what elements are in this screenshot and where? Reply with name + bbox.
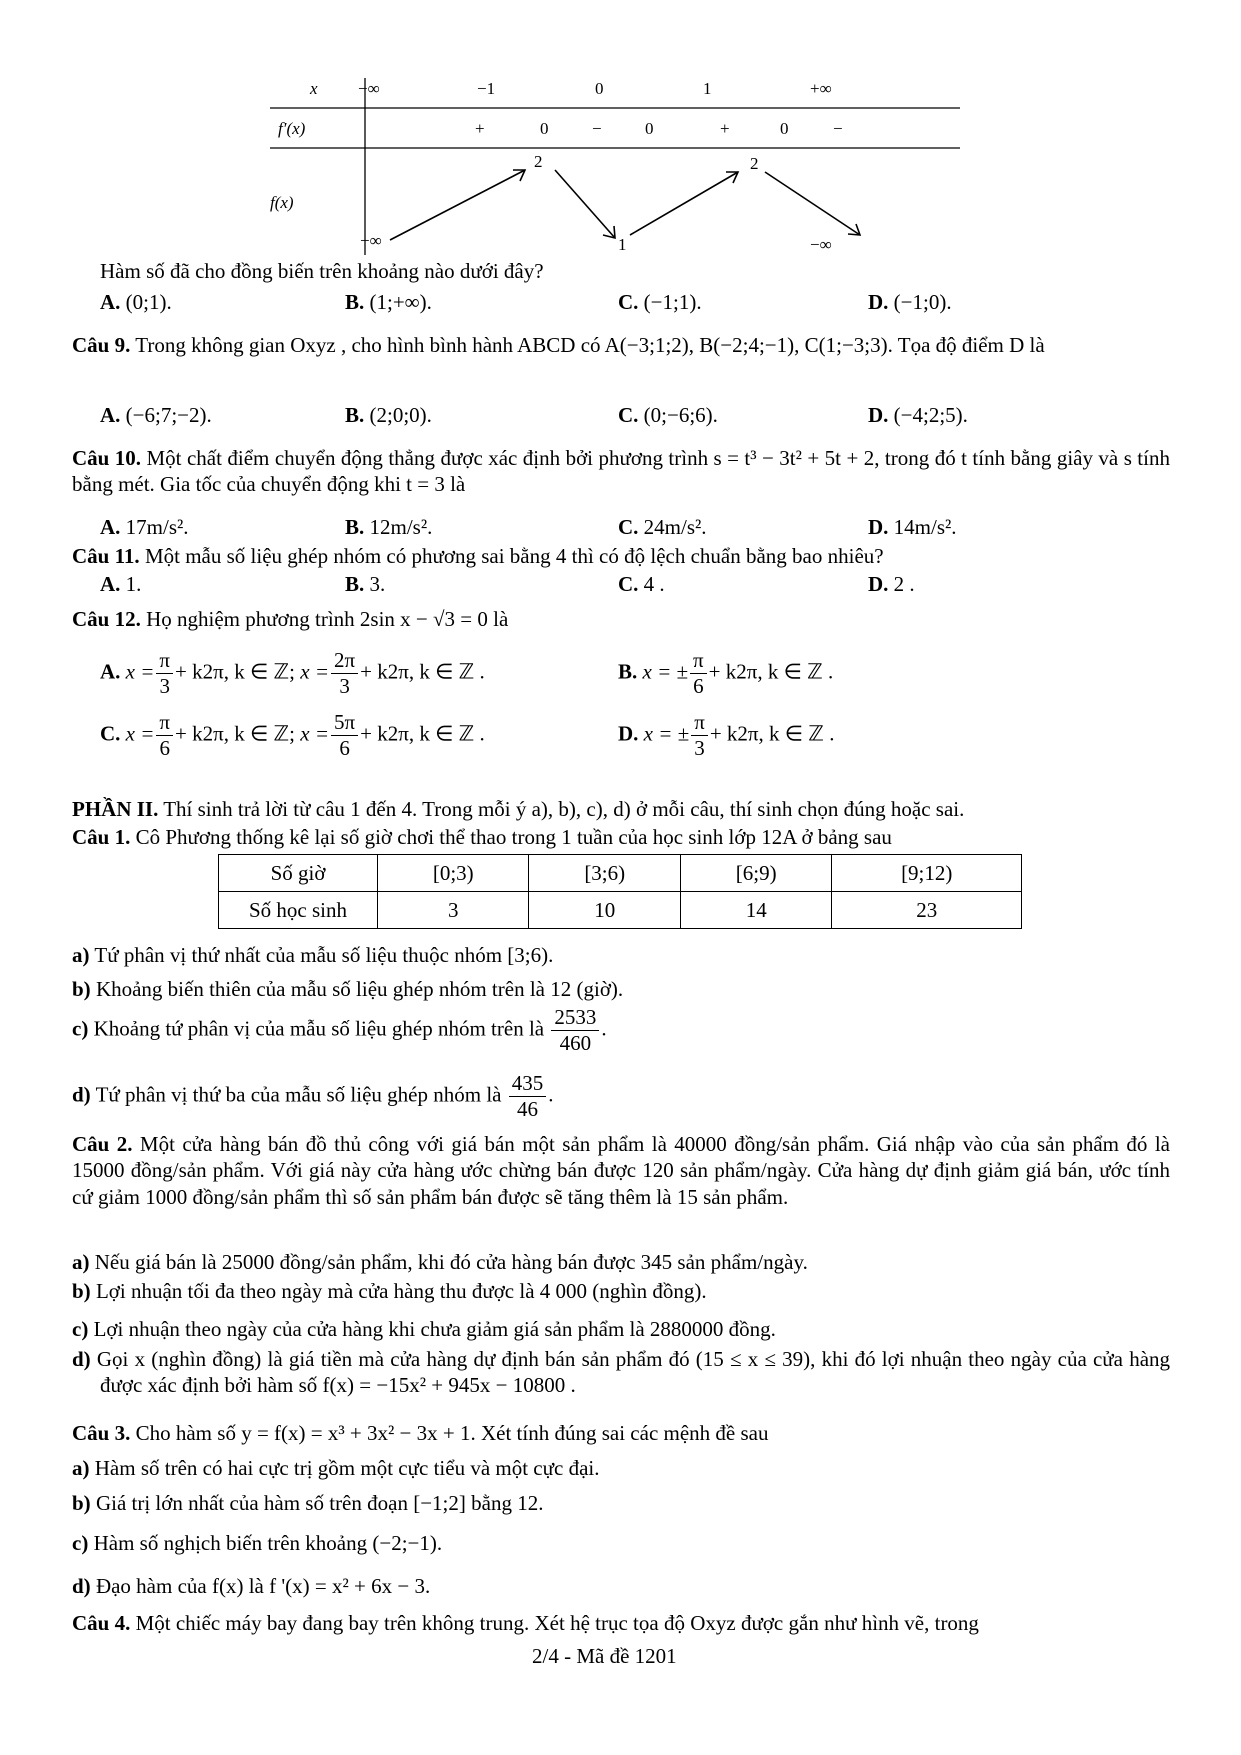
p2q3-statement-d: d) Đạo hàm của f(x) là f '(x) = x² + 6x − 3. (72, 1574, 431, 1598)
table-cell: 23 (832, 892, 1022, 929)
q8-option-b: B. (1;+∞). (345, 290, 432, 314)
p2q1-question: Câu 1. Cô Phương thống kê lại số giờ chơi thể thao trong 1 tuần của học sinh lớp 12A ở bảng sau (72, 825, 892, 849)
q8-prompt: Hàm số đã cho đồng biến trên khoảng nào dưới đây? (100, 259, 544, 283)
q10-option-d: D. 14m/s². (868, 515, 957, 539)
p2q2-statement-b: b) Lợi nhuận tối đa theo ngày mà cửa hàng thu được là 4 000 (nghìn đồng). (72, 1279, 707, 1303)
vt-f-value: 2 (750, 154, 759, 173)
vt-x-label: x (310, 79, 318, 98)
page-footer: 2/4 - Mã đề 1201 (532, 1644, 677, 1668)
vt-x-value: 0 (595, 79, 604, 98)
p2q3-statement-a: a) Hàm số trên có hai cực trị gồm một cực tiểu và một cực đại. (72, 1456, 600, 1480)
p2q1-statement-b: b) Khoảng biến thiên của mẫu số liệu ghép nhóm trên là 12 (giờ). (72, 977, 624, 1001)
table-cell: 3 (378, 892, 529, 929)
vt-f-label: f(x) (270, 193, 294, 212)
vt-fprime-sign: − (592, 119, 602, 138)
vt-x-value: −1 (477, 79, 496, 98)
q10-option-c: C. 24m/s². (618, 515, 707, 539)
p2q1-statement-a: a) Tứ phân vị thứ nhất của mẫu số liệu thuộc nhóm [3;6). (72, 943, 554, 967)
vt-x-value: 1 (703, 79, 712, 98)
vt-x-value: +∞ (810, 79, 832, 98)
table-cell: Số giờ (219, 855, 378, 892)
q12-option-b: B. x = ± $\frac{\pi}{6}$ + k2π, k ∈ ℤ . (618, 648, 834, 699)
p2q2-statement-a: a) Nếu giá bán là 25000 đồng/sản phẩm, khi đó cửa hàng bán được 345 sản phẩm/ngày. (72, 1250, 808, 1274)
vt-arrow-up (390, 170, 525, 240)
p2q1-statement-c: c) Khoảng tứ phân vị của mẫu số liệu ghép nhóm trên là $\frac{2533}{460}$ . (72, 1005, 607, 1056)
table-cell: [9;12) (832, 855, 1022, 892)
q11-option-c: C. 4 . (618, 572, 665, 596)
p2q3-statement-c: c) Hàm số nghịch biến trên khoảng (−2;−1). (72, 1531, 443, 1555)
q8-option-d: D. (−1;0). (868, 290, 952, 314)
table-cell: Số học sinh (219, 892, 378, 929)
vt-arrow-up (630, 172, 738, 235)
vt-f-value: 1 (618, 235, 627, 254)
table-cell: [0;3) (378, 855, 529, 892)
q12-option-a: A. x = $\frac{\pi}{3}$ + k2π, k ∈ ℤ; x = $\frac{2\pi}{3}$ + k2π, k ∈ ℤ . (100, 648, 485, 699)
table-cell: [3;6) (529, 855, 680, 892)
p2q3-statement-b: b) Giá trị lớn nhất của hàm số trên đoạn [−1;2] bằng 12. (72, 1491, 544, 1515)
p2q2-statement-c: c) Lợi nhuận theo ngày của cửa hàng khi chưa giảm giá sản phẩm là 2880000 đồng. (72, 1317, 776, 1341)
p2q4-question: Câu 4. Một chiếc máy bay đang bay trên không trung. Xét hệ trục tọa độ Oxyz được gắn như hình vẽ, trong (72, 1611, 979, 1635)
variation-table (270, 70, 960, 255)
vt-fprime-sign: + (720, 119, 730, 138)
q12-option-c: C. x = $\frac{\pi}{6}$ + k2π, k ∈ ℤ; x = $\frac{5\pi}{6}$ + k2π, k ∈ ℤ . (100, 710, 485, 761)
vt-f-value: −∞ (360, 231, 382, 250)
q9-option-d: D. (−4;2;5). (868, 403, 968, 427)
p2q2-statement-d: d) Gọi x (nghìn đồng) là giá tiền mà cửa hàng dự định bán sản phẩm đó (15 ≤ x ≤ 39), khi đó lợi nhuận theo ngày của cửa hàng được xác định bởi hàm số f(x) = −15x² + 945x − 10800 . (72, 1347, 1171, 1398)
q11-question: Câu 11. Một mẫu số liệu ghép nhóm có phương sai bằng 4 thì có độ lệch chuẩn bằng bao nhiêu? (72, 544, 884, 568)
part2-heading: PHẦN II. Thí sinh trả lời từ câu 1 đến 4. Trong mỗi ý a), b), c), d) ở mỗi câu, thí sinh chọn đúng hoặc sai. (72, 797, 965, 821)
vt-fprime-sign: 0 (645, 119, 654, 138)
vt-arrow-down (555, 170, 615, 238)
q9-option-a: A. (−6;7;−2). (100, 403, 212, 427)
q11-option-d: D. 2 . (868, 572, 915, 596)
q12-option-d: D. x = ± $\frac{\pi}{3}$ + k2π, k ∈ ℤ . (618, 710, 835, 761)
p2q1-statement-d: d) Tứ phân vị thứ ba của mẫu số liệu ghép nhóm là $\frac{435}{46}$ . (72, 1071, 554, 1122)
q12-question: Câu 12. Họ nghiệm phương trình 2sin x − √3 = 0 là (72, 607, 509, 631)
q9-question: Câu 9. Trong không gian Oxyz , cho hình bình hành ABCD có A(−3;1;2), B(−2;4;−1), C(1;−3;3). Tọa độ điểm D là (72, 333, 1045, 357)
q8-option-c: C. (−1;1). (618, 290, 702, 314)
vt-fprime-sign: 0 (540, 119, 549, 138)
q11-option-b: B. 3. (345, 572, 386, 596)
q10-option-a: A. 17m/s². (100, 515, 189, 539)
q9-option-b: B. (2;0;0). (345, 403, 432, 427)
vt-fprime-sign: + (475, 119, 485, 138)
table-row (219, 855, 1022, 892)
table-cell: 10 (529, 892, 680, 929)
vt-fprime-sign: − (833, 119, 843, 138)
table-cell: [6;9) (680, 855, 831, 892)
table-cell: 14 (680, 892, 831, 929)
q9-option-c: C. (0;−6;6). (618, 403, 718, 427)
q8-option-a: A. (0;1). (100, 290, 172, 314)
p2q3-question: Câu 3. Cho hàm số y = f(x) = x³ + 3x² − 3x + 1. Xét tính đúng sai các mệnh đề sau (72, 1421, 769, 1445)
vt-f-value: −∞ (810, 235, 832, 254)
q10-option-b: B. 12m/s². (345, 515, 433, 539)
q11-option-a: A. 1. (100, 572, 142, 596)
frequency-table (218, 854, 1022, 929)
table-row (219, 892, 1022, 929)
p2q2-question: Câu 2. Một cửa hàng bán đồ thủ công với giá bán một sản phẩm là 40000 đồng/sản phẩm. Giá nhập vào của sản phẩm đó là 15000 đồng/sản phẩm. Với giá này cửa hàng ước chừng bán được 120 sản phẩm/ngày. Cửa hàng dự định giảm giá bán, ước tính cứ giảm 1000 đồng/sản phẩm thì số sản phẩm bán được sẽ tăng thêm là 15 sản phẩm. (72, 1132, 1170, 1209)
vt-fprime-label: f′(x) (278, 119, 306, 138)
vt-f-value: 2 (534, 152, 543, 171)
vt-arrow-down (765, 172, 860, 235)
vt-fprime-sign: 0 (780, 119, 789, 138)
q10-question: Câu 10. Một chất điểm chuyển động thẳng được xác định bởi phương trình s = t³ − 3t² + 5t + 2, trong đó t tính bằng giây và s tính bằng mét. Gia tốc của chuyển động khi t = 3 là (72, 446, 1170, 497)
vt-x-value: −∞ (358, 79, 380, 98)
